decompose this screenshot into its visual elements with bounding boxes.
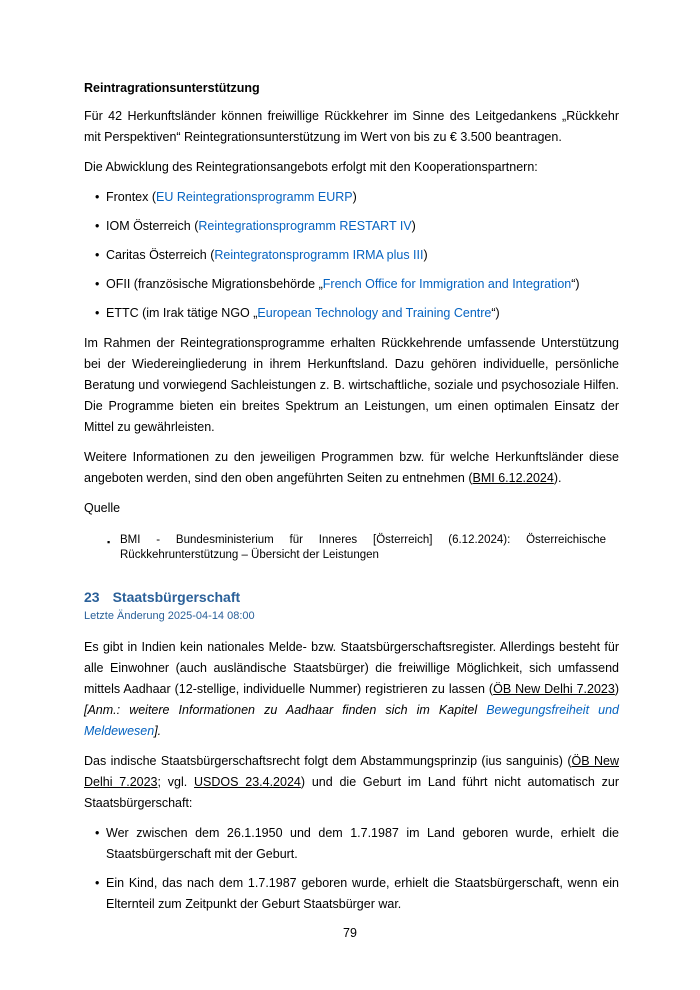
text-run: “) [571, 277, 580, 291]
text-run: Quelle [84, 501, 121, 515]
list-item-text [106, 219, 416, 233]
text-run: ). [553, 471, 562, 485]
section-number: 23 [84, 589, 100, 605]
list-item [84, 216, 619, 237]
list-item [84, 245, 619, 266]
text-run: IOM Österreich ( [106, 219, 199, 233]
list-item-text [106, 248, 428, 262]
bullet-icon: • [95, 190, 100, 204]
square-bullet-icon: ▪ [107, 537, 111, 547]
bullet-icon: • [95, 219, 100, 233]
list-item [84, 873, 619, 915]
paragraph [84, 333, 619, 438]
text-run: ]. [154, 724, 162, 738]
text-run: ) [411, 219, 416, 233]
source-reference[interactable]: BMI 6.12.2024 [472, 471, 554, 485]
document-content [84, 78, 619, 924]
bullet-icon: • [95, 306, 100, 320]
text-run: [Anm.: weitere Informationen zu Aadhaar finden sich im Kapitel [84, 703, 487, 717]
text-run: BMI - Bundesministerium für Inneres [Österreich] (6.12.2024): Österreichische Rückkehrunterstützung – Übersicht der Leistungen [120, 534, 606, 561]
text-run: Weitere Informationen zu den jeweiligen Programmen bzw. für welche Herkunftsländer diese angeboten werden, sind den oben angeführten Seiten zu entnehmen ( [84, 450, 619, 485]
text-run: Im Rahmen der Reintegrationsprogramme erhalten Rückkehrende umfassende Unterstützung bei der Wiedereingliederung in ihrem Herkunftsland. Dazu gehören individuelle, persönliche Beratung und vorwiegend Sachleistungen z. B. wirtschaftliche, soziale und psychosoziale Hilfen. Die Programme bieten ein breites Spektrum an Leistungen, um einen optimalen Einsatz der Mittel zu gewährleisten. [84, 336, 619, 434]
list-item-text [106, 306, 500, 320]
last-updated: Letzte Änderung 2025-04-14 08:00 [84, 610, 255, 622]
text-link[interactable]: Bewegungsfreiheit und Meldewesen [84, 703, 619, 738]
text-run: Wer zwischen dem 26.1.1950 und dem 1.7.1987 im Land geboren wurde, erhielt die Staatsbürgerschaft mit der Geburt. [106, 826, 619, 861]
list-item [84, 274, 619, 295]
bullet-list [84, 823, 619, 915]
text-run: ETTC (im Irak tätige NGO „ [106, 306, 258, 320]
source-reference[interactable]: ÖB New Delhi 7.2023 [493, 682, 615, 696]
list-item-text [106, 190, 357, 204]
text-run: ) [352, 190, 357, 204]
source-reference[interactable]: USDOS 23.4.2024 [194, 775, 301, 789]
text-run: ) [614, 682, 620, 696]
paragraph [84, 157, 619, 178]
list-item-text [106, 876, 619, 911]
text-run: Es gibt in Indien kein nationales Melde- bzw. Staatsbürgerschaftsregister. Allerdings besteht für alle Einwohner (auch ausländische Staatsbürger) die freiwillige Möglichkeit, sich umfassend mittels Aadhaar (12-stellige, individuelle Nummer) registrieren zu lassen ( [84, 640, 619, 696]
bullet-icon: • [95, 277, 100, 291]
paragraph [84, 106, 619, 148]
text-run: Das indische Staatsbürgerschaftsrecht folgt dem Abstammungsprinzip (ius sanguinis) ( [84, 754, 572, 768]
paragraph [84, 498, 619, 519]
text-link[interactable]: French Office for Immigration and Integration [322, 277, 572, 291]
source-item [96, 533, 606, 563]
text-run: ) und die Geburt im Land führt nicht automatisch zur Staatsbürgerschaft: [84, 775, 620, 810]
section-subheading: Reintragrationsunterstützung [84, 81, 260, 95]
page-footer [0, 923, 700, 944]
text-run: OFII (französische Migrationsbehörde „ [106, 277, 323, 291]
bullet-icon: • [95, 826, 100, 840]
paragraph [84, 751, 619, 814]
paragraph [84, 637, 619, 742]
text-link[interactable]: European Technology and Training Centre [257, 306, 492, 320]
text-link[interactable]: Reintegrationsprogramm RESTART IV [198, 219, 412, 233]
text-run: “) [491, 306, 500, 320]
list-item [84, 303, 619, 324]
bullet-icon: • [95, 248, 100, 262]
list-item-text [106, 826, 619, 861]
source-reference[interactable]: ÖB New Delhi 7.2023 [84, 754, 619, 789]
text-link[interactable]: Reintegratonsprogramm IRMA plus III [214, 248, 424, 262]
bullet-list [84, 187, 619, 324]
list-item-text [106, 277, 580, 291]
page-number: 79 [343, 926, 357, 940]
text-run: Frontex ( [106, 190, 157, 204]
section-title: Staatsbürgerschaft [112, 589, 241, 605]
text-run: ; vgl. [157, 775, 195, 789]
text-run: ) [423, 248, 428, 262]
list-item [84, 823, 619, 865]
text-run: Ein Kind, das nach dem 1.7.1987 geboren wurde, erhielt die Staatsbürgerschaft, wenn ein Elternteil zum Zeitpunkt der Geburt Staatsbürger war. [106, 876, 619, 911]
list-item [84, 187, 619, 208]
text-run: Die Abwicklung des Reintegrationsangebots erfolgt mit den Kooperationspartnern: [84, 160, 538, 174]
source-text [120, 534, 606, 561]
paragraph [84, 447, 619, 489]
text-run: Für 42 Herkunftsländer können freiwillige Rückkehrer im Sinne des Leitgedankens „Rückkehr mit Perspektiven“ Reintegrationsunterstützung im Wert von bis zu € 3.500 beantragen. [84, 109, 619, 144]
section-heading [84, 587, 619, 607]
text-run: Caritas Österreich ( [106, 248, 215, 262]
text-link[interactable]: EU Reintegrationsprogramm EURP [156, 190, 353, 204]
bullet-icon: • [95, 876, 100, 890]
